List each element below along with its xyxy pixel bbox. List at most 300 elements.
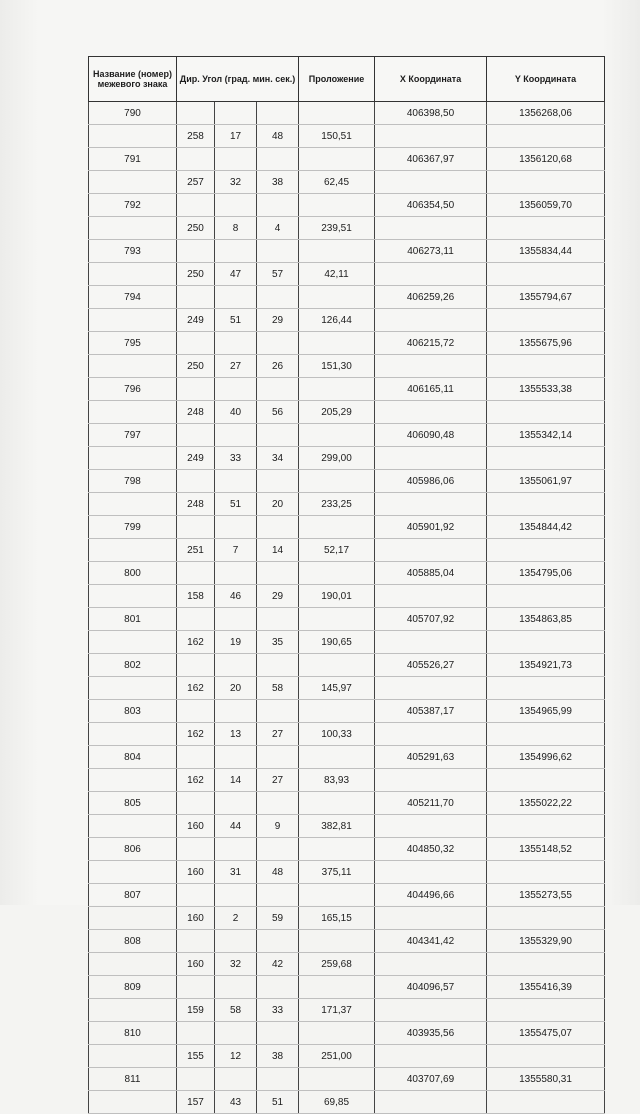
empty-cell [89,493,177,516]
y-coordinate: 1356268,06 [487,102,605,125]
y-coordinate: 1355675,96 [487,332,605,355]
angle-seconds: 38 [257,1045,299,1068]
empty-cell [487,263,605,286]
empty-cell [89,217,177,240]
mark-name: 798 [89,470,177,493]
mark-name: 807 [89,884,177,907]
mark-name: 792 [89,194,177,217]
segment-length: 83,93 [299,769,375,792]
empty-cell [215,562,257,585]
segment-row [89,171,605,194]
empty-cell [257,700,299,723]
angle-degrees: 257 [177,171,215,194]
y-coordinate: 1355533,38 [487,378,605,401]
empty-cell [375,355,487,378]
segment-row [89,217,605,240]
y-coordinate: 1355834,44 [487,240,605,263]
empty-cell [299,746,375,769]
angle-degrees: 160 [177,861,215,884]
y-coordinate: 1354965,99 [487,700,605,723]
y-coordinate: 1355329,90 [487,930,605,953]
empty-cell [177,654,215,677]
empty-cell [215,792,257,815]
empty-cell [487,125,605,148]
empty-cell [89,309,177,332]
empty-cell [89,585,177,608]
x-coordinate: 405901,92 [375,516,487,539]
angle-degrees: 160 [177,815,215,838]
angle-minutes: 51 [215,309,257,332]
x-coordinate: 406398,50 [375,102,487,125]
empty-cell [299,930,375,953]
empty-cell [215,102,257,125]
empty-cell [299,286,375,309]
boundary-mark-row [89,1022,605,1045]
x-coordinate: 405211,70 [375,792,487,815]
angle-degrees: 159 [177,999,215,1022]
empty-cell [177,102,215,125]
boundary-mark-row [89,240,605,263]
empty-cell [89,171,177,194]
header-x-coordinate: X Координата [375,57,487,102]
segment-length: 239,51 [299,217,375,240]
empty-cell [257,838,299,861]
mark-name: 806 [89,838,177,861]
segment-length: 151,30 [299,355,375,378]
angle-minutes: 32 [215,953,257,976]
empty-cell [215,700,257,723]
empty-cell [89,539,177,562]
segment-length: 52,17 [299,539,375,562]
empty-cell [177,608,215,631]
y-coordinate: 1355580,31 [487,1068,605,1091]
mark-name: 795 [89,332,177,355]
segment-row [89,815,605,838]
segment-row [89,355,605,378]
empty-cell [177,976,215,999]
angle-minutes: 8 [215,217,257,240]
mark-name: 797 [89,424,177,447]
empty-cell [177,516,215,539]
angle-degrees: 250 [177,263,215,286]
x-coordinate: 406215,72 [375,332,487,355]
angle-degrees: 249 [177,309,215,332]
angle-degrees: 162 [177,677,215,700]
empty-cell [487,769,605,792]
angle-seconds: 27 [257,769,299,792]
header-direction-angle: Дир. Угол (град. мин. сек.) [177,57,299,102]
empty-cell [299,654,375,677]
empty-cell [257,884,299,907]
x-coordinate: 405291,63 [375,746,487,769]
empty-cell [257,516,299,539]
empty-cell [375,1045,487,1068]
empty-cell [257,424,299,447]
empty-cell [375,953,487,976]
empty-cell [257,746,299,769]
angle-minutes: 12 [215,1045,257,1068]
mark-name: 804 [89,746,177,769]
empty-cell [215,976,257,999]
empty-cell [215,194,257,217]
angle-seconds: 48 [257,861,299,884]
empty-cell [177,332,215,355]
empty-cell [375,631,487,654]
empty-cell [89,999,177,1022]
empty-cell [299,378,375,401]
empty-cell [487,723,605,746]
segment-row [89,539,605,562]
empty-cell [257,194,299,217]
empty-cell [299,470,375,493]
empty-cell [177,562,215,585]
segment-length: 233,25 [299,493,375,516]
angle-minutes: 32 [215,171,257,194]
y-coordinate: 1355794,67 [487,286,605,309]
empty-cell [487,171,605,194]
boundary-mark-row [89,976,605,999]
angle-seconds: 20 [257,493,299,516]
y-coordinate: 1354795,06 [487,562,605,585]
y-coordinate: 1355061,97 [487,470,605,493]
empty-cell [487,953,605,976]
y-coordinate: 1355342,14 [487,424,605,447]
angle-minutes: 17 [215,125,257,148]
empty-cell [375,263,487,286]
empty-cell [89,631,177,654]
segment-row [89,493,605,516]
empty-cell [89,769,177,792]
x-coordinate: 405387,17 [375,700,487,723]
x-coordinate: 406367,97 [375,148,487,171]
empty-cell [299,240,375,263]
empty-cell [89,815,177,838]
angle-degrees: 249 [177,447,215,470]
angle-degrees: 258 [177,125,215,148]
x-coordinate: 403707,69 [375,1068,487,1091]
empty-cell [487,999,605,1022]
angle-minutes: 40 [215,401,257,424]
x-coordinate: 406354,50 [375,194,487,217]
empty-cell [487,493,605,516]
empty-cell [215,884,257,907]
y-coordinate: 1354844,42 [487,516,605,539]
empty-cell [257,1068,299,1091]
boundary-mark-row [89,838,605,861]
angle-seconds: 48 [257,125,299,148]
empty-cell [89,907,177,930]
segment-row [89,1045,605,1068]
empty-cell [89,861,177,884]
y-coordinate: 1355022,22 [487,792,605,815]
empty-cell [487,539,605,562]
empty-cell [487,355,605,378]
segment-length: 375,11 [299,861,375,884]
empty-cell [89,125,177,148]
angle-seconds: 59 [257,907,299,930]
empty-cell [257,608,299,631]
angle-minutes: 46 [215,585,257,608]
boundary-mark-row [89,148,605,171]
empty-cell [487,861,605,884]
empty-cell [215,516,257,539]
y-coordinate: 1356059,70 [487,194,605,217]
x-coordinate: 406259,26 [375,286,487,309]
boundary-mark-row [89,286,605,309]
angle-seconds: 26 [257,355,299,378]
empty-cell [299,1068,375,1091]
boundary-mark-row [89,102,605,125]
empty-cell [375,401,487,424]
empty-cell [215,424,257,447]
mark-name: 809 [89,976,177,999]
segment-length: 100,33 [299,723,375,746]
empty-cell [487,447,605,470]
empty-cell [487,907,605,930]
angle-seconds: 51 [257,1091,299,1114]
header-length: Проложение [299,57,375,102]
header-mark-name: Название (номер) межевого знака [89,57,177,102]
angle-seconds: 9 [257,815,299,838]
empty-cell [89,263,177,286]
angle-minutes: 51 [215,493,257,516]
segment-row [89,861,605,884]
empty-cell [257,148,299,171]
empty-cell [89,677,177,700]
angle-minutes: 33 [215,447,257,470]
segment-row [89,447,605,470]
segment-length: 382,81 [299,815,375,838]
y-coordinate: 1354996,62 [487,746,605,769]
empty-cell [375,493,487,516]
x-coordinate: 406273,11 [375,240,487,263]
empty-cell [257,562,299,585]
x-coordinate: 403935,56 [375,1022,487,1045]
empty-cell [375,447,487,470]
angle-minutes: 58 [215,999,257,1022]
angle-minutes: 43 [215,1091,257,1114]
angle-seconds: 42 [257,953,299,976]
boundary-mark-row [89,654,605,677]
empty-cell [299,516,375,539]
empty-cell [299,148,375,171]
mark-name: 810 [89,1022,177,1045]
segment-row [89,953,605,976]
empty-cell [257,654,299,677]
empty-cell [177,746,215,769]
empty-cell [177,700,215,723]
empty-cell [177,1068,215,1091]
angle-seconds: 34 [257,447,299,470]
empty-cell [375,1091,487,1114]
empty-cell [177,424,215,447]
angle-seconds: 29 [257,309,299,332]
empty-cell [375,907,487,930]
angle-degrees: 160 [177,953,215,976]
empty-cell [257,332,299,355]
empty-cell [299,700,375,723]
empty-cell [487,401,605,424]
empty-cell [299,608,375,631]
y-coordinate: 1354863,85 [487,608,605,631]
angle-minutes: 44 [215,815,257,838]
empty-cell [177,838,215,861]
angle-minutes: 20 [215,677,257,700]
segment-row [89,309,605,332]
angle-degrees: 248 [177,401,215,424]
segment-row [89,677,605,700]
angle-minutes: 13 [215,723,257,746]
angle-seconds: 58 [257,677,299,700]
boundary-mark-row [89,884,605,907]
boundary-mark-row [89,194,605,217]
x-coordinate: 405986,06 [375,470,487,493]
segment-length: 145,97 [299,677,375,700]
empty-cell [299,838,375,861]
angle-seconds: 38 [257,171,299,194]
empty-cell [257,102,299,125]
empty-cell [177,286,215,309]
boundary-mark-row [89,1068,605,1091]
empty-cell [215,1022,257,1045]
empty-cell [215,148,257,171]
segment-row [89,585,605,608]
empty-cell [375,125,487,148]
mark-name: 793 [89,240,177,263]
empty-cell [215,470,257,493]
empty-cell [257,976,299,999]
empty-cell [257,378,299,401]
boundary-mark-row [89,700,605,723]
empty-cell [177,194,215,217]
empty-cell [215,240,257,263]
empty-cell [257,930,299,953]
empty-cell [299,332,375,355]
empty-cell [487,309,605,332]
empty-cell [375,677,487,700]
boundary-mark-row [89,930,605,953]
x-coordinate: 404850,32 [375,838,487,861]
x-coordinate: 405707,92 [375,608,487,631]
segment-length: 171,37 [299,999,375,1022]
boundary-mark-row [89,792,605,815]
segment-length: 126,44 [299,309,375,332]
empty-cell [177,378,215,401]
angle-seconds: 35 [257,631,299,654]
angle-degrees: 248 [177,493,215,516]
segment-row [89,401,605,424]
angle-degrees: 162 [177,769,215,792]
boundary-mark-row [89,424,605,447]
empty-cell [89,1091,177,1114]
empty-cell [487,1045,605,1068]
mark-name: 803 [89,700,177,723]
empty-cell [257,1022,299,1045]
angle-seconds: 56 [257,401,299,424]
mark-name: 805 [89,792,177,815]
mark-name: 800 [89,562,177,585]
angle-minutes: 7 [215,539,257,562]
angle-degrees: 251 [177,539,215,562]
angle-degrees: 157 [177,1091,215,1114]
mark-name: 801 [89,608,177,631]
segment-length: 190,65 [299,631,375,654]
y-coordinate: 1355416,39 [487,976,605,999]
empty-cell [375,723,487,746]
segment-row [89,907,605,930]
angle-minutes: 2 [215,907,257,930]
empty-cell [299,792,375,815]
segment-length: 190,01 [299,585,375,608]
x-coordinate: 404496,66 [375,884,487,907]
x-coordinate: 406090,48 [375,424,487,447]
empty-cell [89,1045,177,1068]
angle-degrees: 155 [177,1045,215,1068]
angle-degrees: 162 [177,723,215,746]
boundary-mark-row [89,608,605,631]
segment-row [89,999,605,1022]
angle-seconds: 57 [257,263,299,286]
empty-cell [215,838,257,861]
empty-cell [299,102,375,125]
empty-cell [375,815,487,838]
empty-cell [177,240,215,263]
empty-cell [299,562,375,585]
angle-seconds: 29 [257,585,299,608]
x-coordinate: 405885,04 [375,562,487,585]
boundary-mark-row [89,516,605,539]
mark-name: 794 [89,286,177,309]
angle-degrees: 250 [177,355,215,378]
header-y-coordinate: Y Координата [487,57,605,102]
empty-cell [215,332,257,355]
empty-cell [215,1068,257,1091]
angle-degrees: 162 [177,631,215,654]
empty-cell [375,999,487,1022]
empty-cell [89,723,177,746]
angle-minutes: 27 [215,355,257,378]
empty-cell [215,378,257,401]
coordinates-table [88,56,605,1114]
mark-name: 796 [89,378,177,401]
boundary-mark-row [89,562,605,585]
empty-cell [215,608,257,631]
empty-cell [215,286,257,309]
empty-cell [257,470,299,493]
empty-cell [177,1022,215,1045]
y-coordinate: 1355475,07 [487,1022,605,1045]
boundary-mark-row [89,332,605,355]
angle-seconds: 14 [257,539,299,562]
angle-degrees: 160 [177,907,215,930]
empty-cell [177,148,215,171]
empty-cell [375,585,487,608]
empty-cell [375,217,487,240]
segment-length: 299,00 [299,447,375,470]
empty-cell [375,539,487,562]
empty-cell [89,401,177,424]
mark-name: 791 [89,148,177,171]
empty-cell [257,240,299,263]
y-coordinate: 1355273,55 [487,884,605,907]
x-coordinate: 405526,27 [375,654,487,677]
y-coordinate: 1355148,52 [487,838,605,861]
boundary-mark-row [89,746,605,769]
empty-cell [299,976,375,999]
empty-cell [487,1091,605,1114]
angle-seconds: 27 [257,723,299,746]
angle-minutes: 47 [215,263,257,286]
